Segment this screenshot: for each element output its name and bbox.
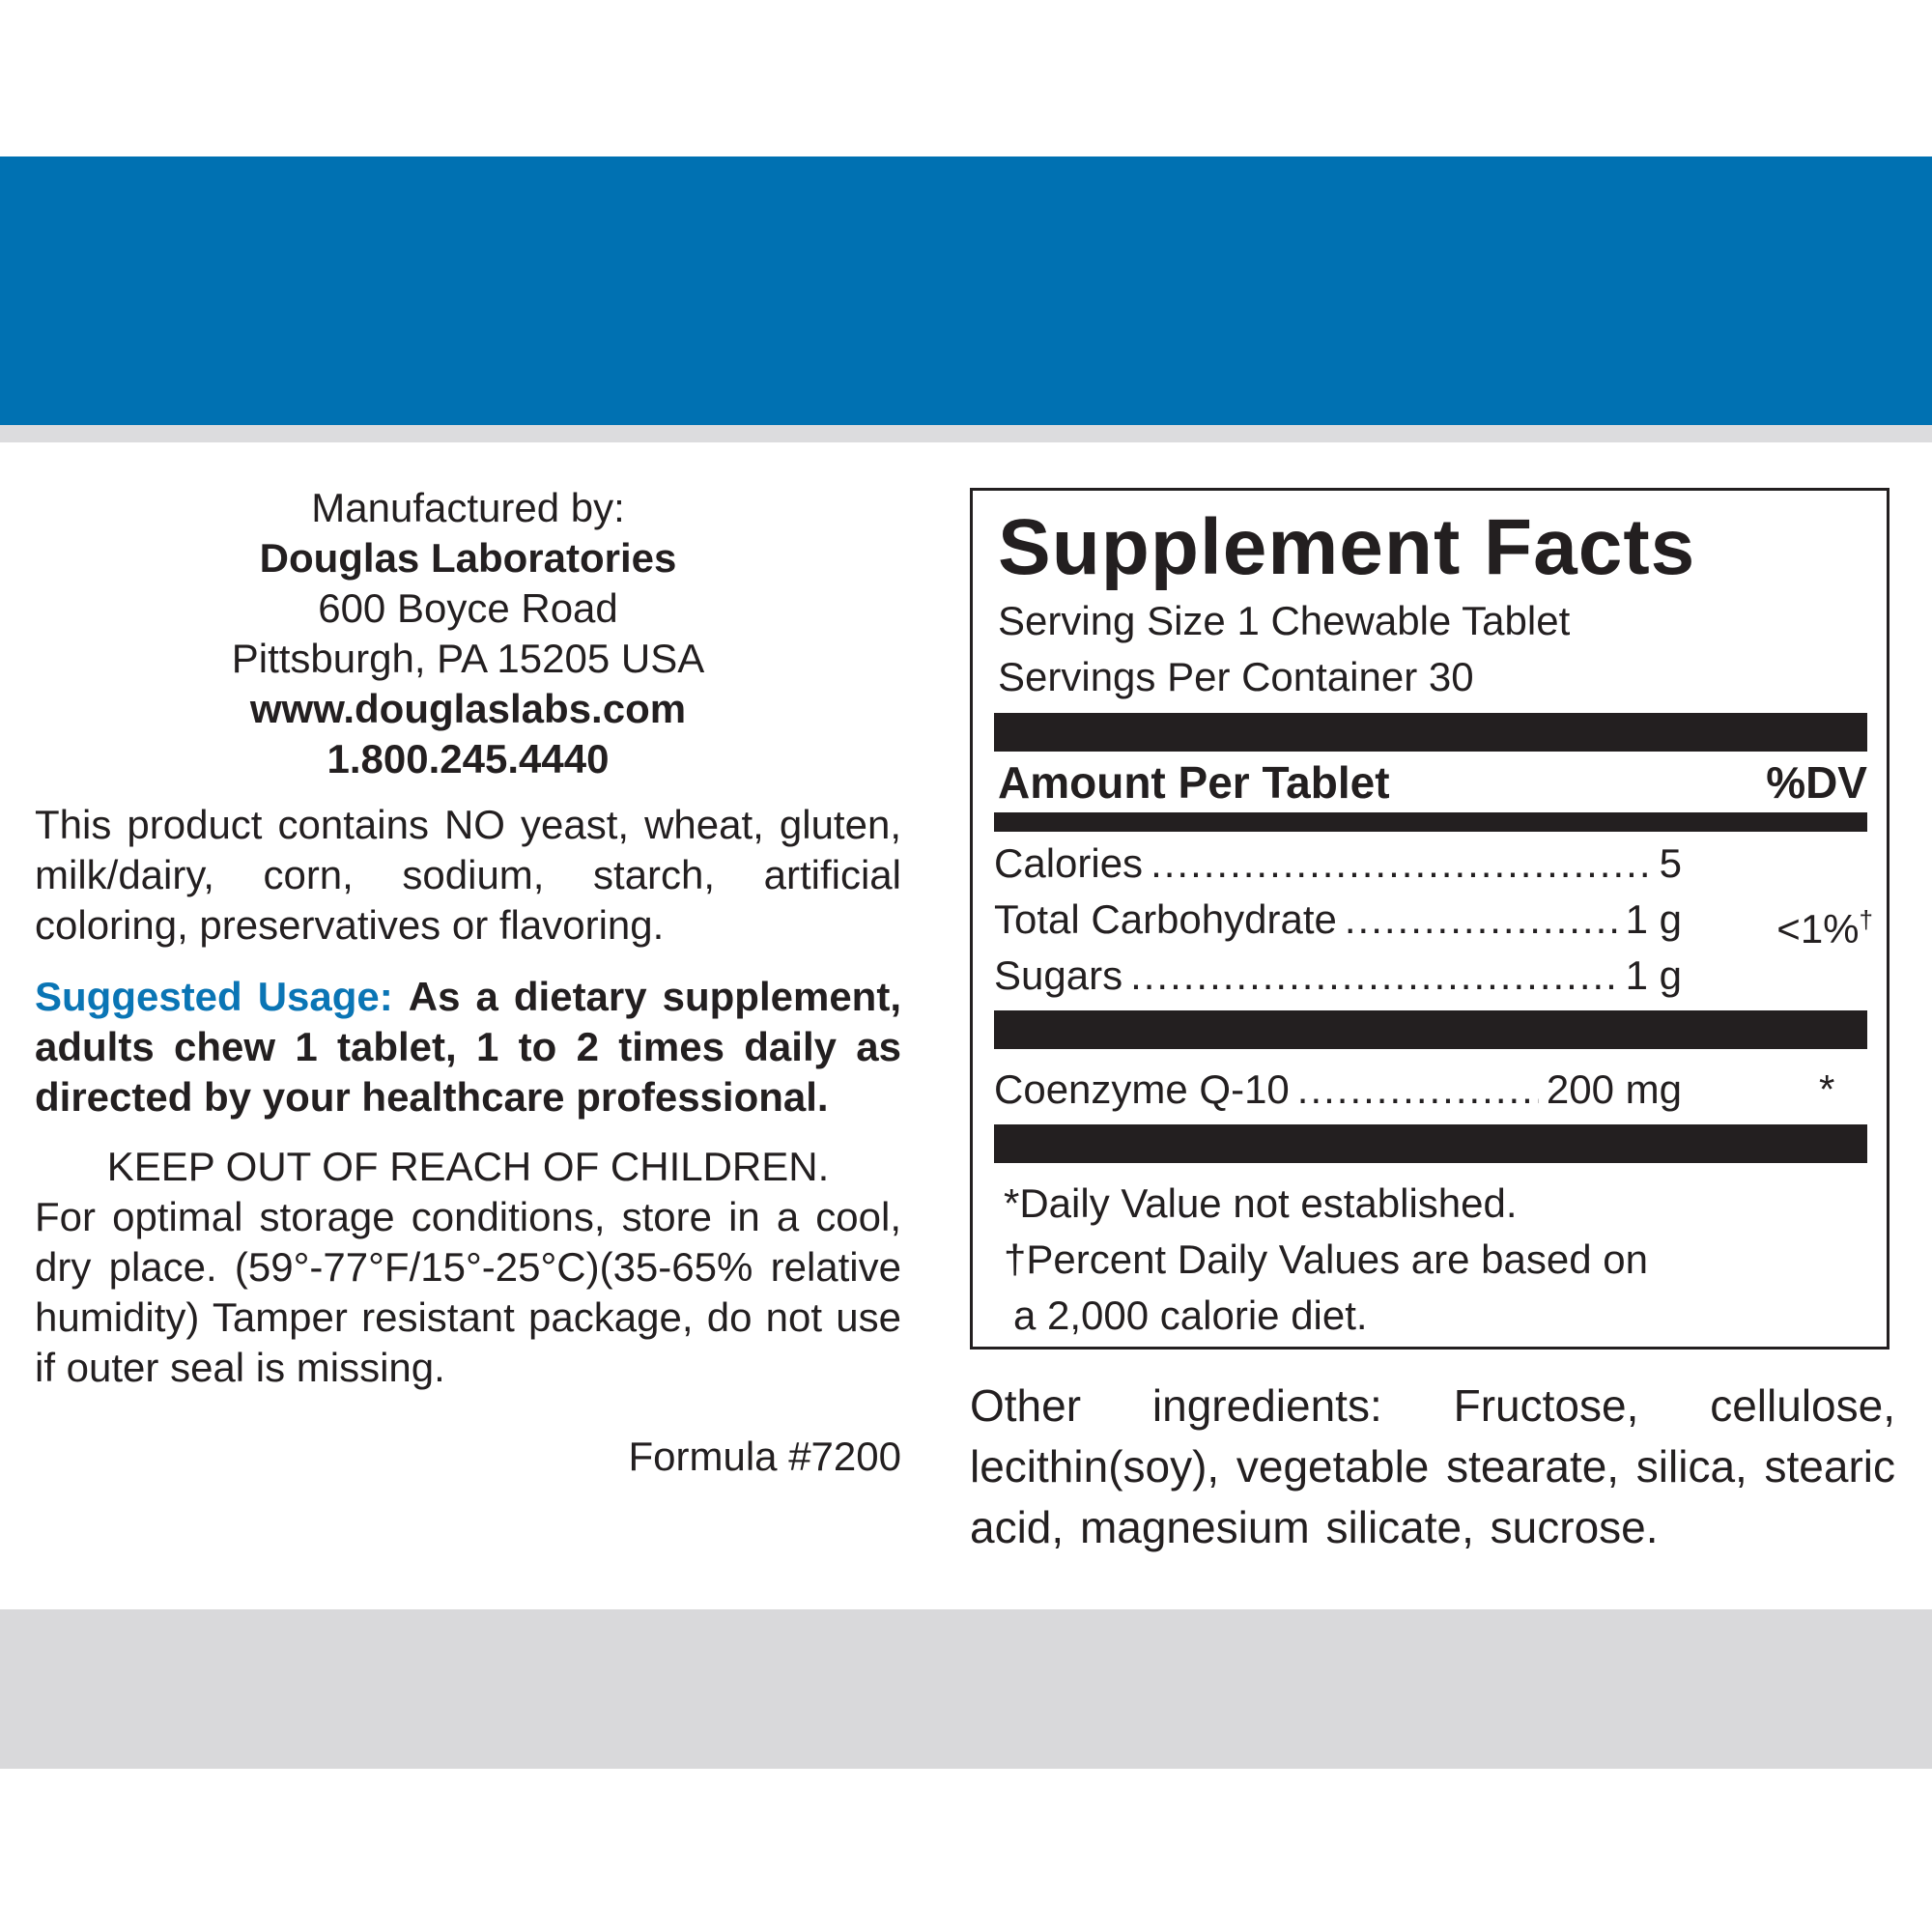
manufacturer-block bbox=[35, 483, 901, 784]
nutrient-amount: 200 mg bbox=[1546, 1066, 1682, 1112]
manufacturer-website: www.douglaslabs.com bbox=[249, 686, 687, 731]
other-ingredients: Other ingredients: Fructose, cellulose, lecithin(soy), vegetable stearate, silica, stearic acid, magnesium silicate, sucrose. bbox=[970, 1380, 1895, 1552]
dot-leader bbox=[1345, 893, 1618, 947]
storage-instructions: For optimal storage conditions, store in a cool, dry place. (59°-77°F/15°-25°C)(35-65% relative humidity) Tamper resistant package, do not use if outer seal is missing. bbox=[35, 1194, 901, 1390]
nutrient-name: Coenzyme Q-10 bbox=[994, 1066, 1290, 1112]
amount-header-row bbox=[998, 755, 1867, 810]
nutrient-name: Total Carbohydrate bbox=[994, 896, 1337, 942]
header-divider bbox=[0, 425, 1932, 442]
nutrient-dv: * bbox=[1819, 1066, 1835, 1112]
nutrient-row bbox=[994, 837, 1682, 891]
dot-leader bbox=[1297, 1063, 1539, 1117]
medium-divider-bar bbox=[994, 812, 1867, 832]
footnote-calorie-diet: a 2,000 calorie diet. bbox=[1013, 1293, 1368, 1338]
nutrient-amount: 1 g bbox=[1625, 952, 1682, 998]
manufacturer-phone: 1.800.245.4440 bbox=[327, 736, 610, 781]
nutrient-amount: 1 g bbox=[1625, 896, 1682, 942]
thick-divider-bar bbox=[994, 713, 1867, 752]
suggested-usage-label: Suggested Usage: bbox=[35, 974, 393, 1019]
supplement-facts-panel bbox=[970, 488, 1889, 1350]
serving-size: Serving Size 1 Chewable Tablet bbox=[998, 598, 1571, 643]
dagger-mark: † bbox=[1859, 905, 1873, 934]
nutrient-name: Calories bbox=[994, 840, 1144, 886]
nutrient-dv: <1%† bbox=[1776, 905, 1873, 952]
nutrient-name: Sugars bbox=[994, 952, 1123, 998]
amount-header: Amount Per Tablet bbox=[998, 757, 1390, 808]
allergen-notice: This product contains NO yeast, wheat, gluten, milk/dairy, corn, sodium, starch, artificial coloring, preservatives or flavoring. bbox=[35, 802, 901, 948]
manufacturer-label: Manufactured by: bbox=[311, 485, 625, 530]
nutrient-amount: 5 bbox=[1659, 840, 1682, 886]
warning-title: KEEP OUT OF REACH OF CHILDREN. bbox=[106, 1144, 830, 1189]
dv-header: %DV bbox=[1766, 757, 1867, 808]
footnote-percent-dv: †Percent Daily Values are based on bbox=[1004, 1236, 1648, 1282]
warning-block bbox=[35, 1142, 901, 1393]
formula-number: Formula #7200 bbox=[628, 1434, 901, 1479]
servings-per-container: Servings Per Container 30 bbox=[998, 654, 1474, 699]
nutrient-row bbox=[994, 949, 1682, 1003]
facts-title: Supplement Facts bbox=[998, 503, 1696, 591]
nutrient-row bbox=[994, 1063, 1682, 1117]
manufacturer-city: Pittsburgh, PA 15205 USA bbox=[231, 636, 705, 681]
footnote-daily-value: *Daily Value not established. bbox=[1004, 1180, 1518, 1226]
thick-divider-bar bbox=[994, 1124, 1867, 1163]
dot-leader bbox=[1130, 949, 1618, 1003]
suggested-usage-text: As a dietary supplement, adults chew 1 tablet, 1 to 2 times daily as directed by your healthcare professional. bbox=[35, 974, 901, 1120]
nutrient-row bbox=[994, 893, 1682, 947]
footer-color-band bbox=[0, 1609, 1932, 1769]
thick-divider-bar bbox=[994, 1010, 1867, 1049]
header-color-band bbox=[0, 156, 1932, 425]
manufacturer-name: Douglas Laboratories bbox=[259, 535, 677, 581]
manufacturer-street: 600 Boyce Road bbox=[318, 585, 618, 631]
label-left-column bbox=[35, 483, 901, 1482]
suggested-usage bbox=[35, 972, 901, 1122]
dot-leader bbox=[1151, 837, 1652, 891]
